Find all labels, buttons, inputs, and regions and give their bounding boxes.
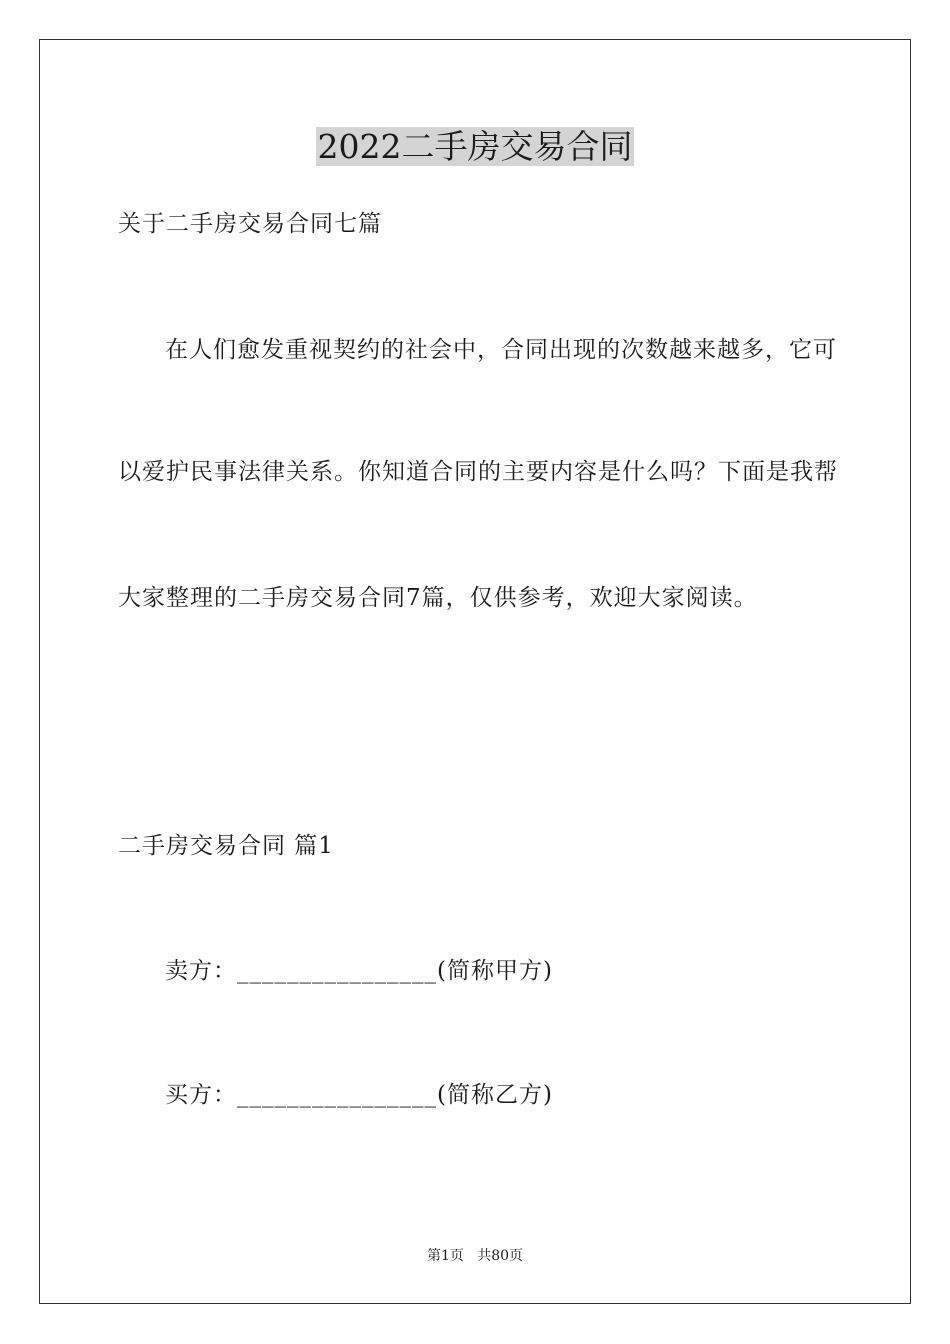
- intro-paragraph-line-3: 大家整理的二手房交易合同7篇，仅供参考，欢迎大家阅读。: [118, 585, 758, 611]
- document-subtitle: 关于二手房交易合同七篇: [118, 211, 382, 237]
- intro-paragraph-line-2: 以爱护民事法律关系。你知道合同的主要内容是什么吗？下面是我帮: [118, 459, 838, 485]
- buyer-line: 买方：________________(简称乙方): [165, 1082, 553, 1108]
- seller-line: 卖方：________________(简称甲方): [165, 958, 553, 984]
- section-heading: 二手房交易合同 篇1: [118, 833, 334, 859]
- document-title: [0, 124, 950, 170]
- intro-paragraph-line-1: 在人们愈发重视契约的社会中，合同出现的次数越来越多，它可: [165, 337, 837, 363]
- page-number-footer: 第1页 共80页: [426, 1248, 524, 1264]
- document-title-text: 2022二手房交易合同: [317, 127, 633, 166]
